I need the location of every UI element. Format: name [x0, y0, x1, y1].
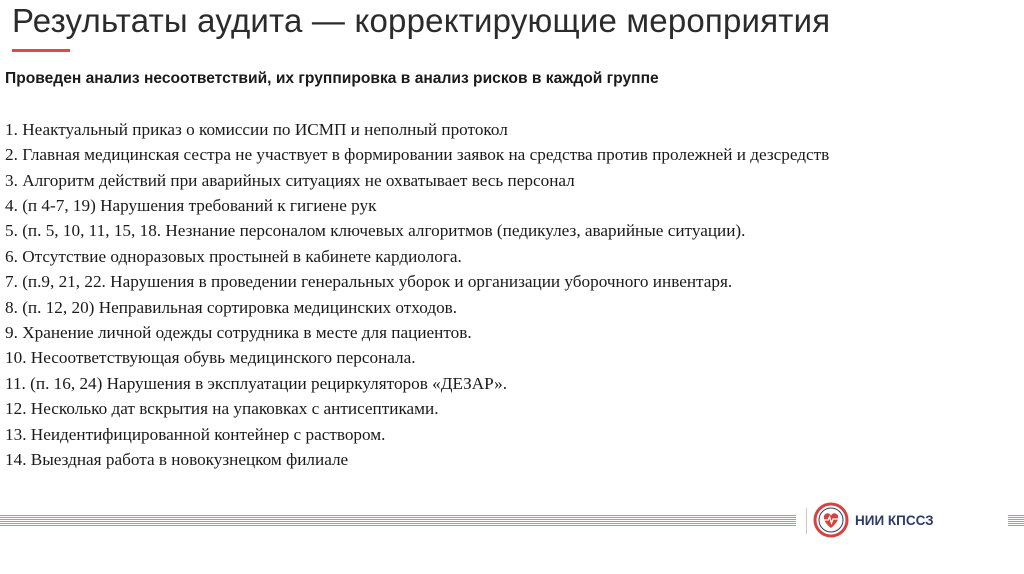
heart-emblem-icon [813, 502, 849, 538]
list-item-12: 12. Несколько дат вскрытия на упаковках с антисептиками. [5, 399, 439, 419]
list-item-10: 10. Несоответствующая обувь медицинского персонала. [5, 348, 416, 368]
footer-stripe-band-right [1008, 515, 1024, 526]
title-accent-bar [12, 49, 70, 52]
list-item-8: 8. (п. 12, 20) Неправильная сортировка медицинских отходов. [5, 297, 458, 317]
slide-title: Результаты аудита — корректирующие мероприятия [12, 2, 831, 39]
spacer [5, 91, 1017, 116]
slide-content [5, 66, 1017, 472]
list-item-6: 6. Отсутствие одноразовых простыней в кабинете кардиолога. [5, 246, 462, 266]
footer-divider [806, 508, 807, 534]
logo-text: НИИ КПССЗ [855, 512, 934, 528]
list-item-4: 4. (п 4-7, 19) Нарушения требований к гигиене рук [5, 196, 377, 216]
list-item-9: 9. Хранение личной одежды сотрудника в месте для пациентов. [5, 323, 472, 343]
list-item-13: 13. Неидентифицированной контейнер с раствором. [5, 424, 386, 444]
slide-subtitle: Проведен анализ несоответствий, их группировка в анализ рисков в каждой группе [5, 70, 659, 87]
list-item-7: 7. (п.9, 21, 22. Нарушения в проведении генеральных уборок и организации уборочного инвентаря. [5, 272, 733, 292]
list-item-2: 2. Главная медицинская сестра не участвует в формировании заявок на средства против пролежней и дезсредств [5, 145, 830, 165]
list-item-11: 11. (п. 16, 24) Нарушения в эксплуатации рециркуляторов «ДЕЗАР». [5, 373, 508, 393]
list-item-1: 1. Неактуальный приказ о комиссии по ИСМП и неполный протокол [5, 119, 508, 139]
institute-logo [813, 500, 1003, 540]
list-item-14: 14. Выездная работа в новокузнецком филиале [5, 450, 349, 470]
list-item-3: 3. Алгоритм действий при аварийных ситуациях не охватывает весь персонал [5, 170, 575, 190]
footer-stripe-band [0, 515, 796, 526]
list-item-5: 5. (п. 5, 10, 11, 15, 18. Незнание персоналом ключевых алгоритмов (педикулез, аварийные ситуации). [5, 221, 746, 241]
